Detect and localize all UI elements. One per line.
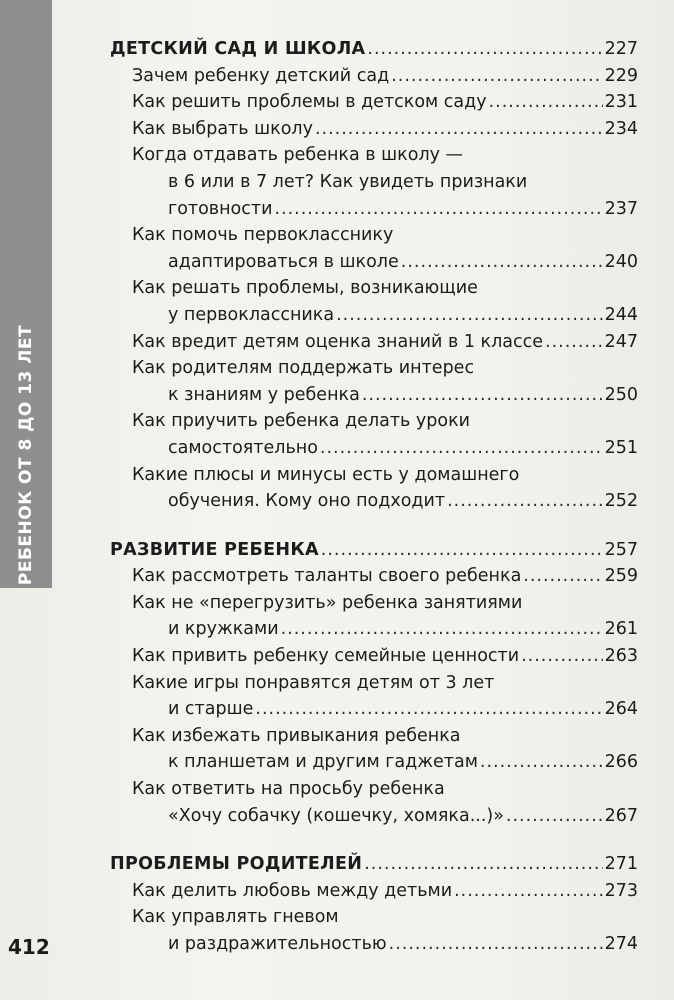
toc-entry-line [110, 563, 638, 590]
toc-entry-line [110, 462, 638, 489]
toc-entry[interactable] [110, 590, 638, 643]
entry-title-text: Как решить проблемы в детском саду [132, 92, 487, 113]
entry-page-number: 234 [604, 118, 638, 139]
entry-title-text: Как избежать привыкания ребенка [132, 725, 461, 746]
toc-section-heading[interactable] [110, 36, 638, 63]
dot-leader [315, 116, 603, 143]
toc-entry[interactable] [110, 408, 638, 461]
entry-title-text: Как управлять гневом [132, 907, 339, 928]
dot-leader [521, 643, 602, 670]
section-title: РАЗВИТИЕ РЕБЕНКА [110, 539, 319, 560]
section-title: ПРОБЛЕМЫ РОДИТЕЛЕЙ [110, 854, 363, 875]
toc-entry[interactable] [110, 723, 638, 776]
dot-leader [362, 382, 603, 409]
entry-title-text: Какие игры понравятся детям от 3 лет [132, 672, 495, 693]
entry-title-text: Как не «перегрузить» ребенка занятиями [132, 592, 523, 613]
toc-entry-line [110, 408, 638, 435]
toc-entry-line [110, 222, 638, 249]
chapter-side-tab [0, 0, 52, 588]
entry-title-text: Как рассмотреть таланты своего ребенка [132, 566, 522, 587]
toc-entry-line [110, 196, 638, 223]
dot-leader [401, 249, 603, 276]
entry-page-number: 263 [604, 646, 638, 667]
toc-entry-line [110, 696, 638, 723]
dot-leader [545, 329, 603, 356]
entry-title-text: у первоклассника [168, 304, 335, 325]
toc-entry[interactable] [110, 275, 638, 328]
entry-page-number: 250 [604, 384, 638, 405]
toc-entry-line [110, 249, 638, 276]
entry-title-text: готовности [168, 198, 273, 219]
dot-leader [454, 878, 603, 905]
entry-title-text: Какие плюсы и минусы есть у домашнего [132, 464, 520, 485]
toc-entry-line [110, 89, 638, 116]
toc-entry-line [110, 931, 638, 958]
toc-entry[interactable] [110, 563, 638, 590]
toc-entry[interactable] [110, 329, 638, 356]
dot-leader [336, 302, 603, 329]
dot-leader [255, 696, 602, 723]
entry-page-number: 252 [604, 491, 638, 512]
toc-entry-line [110, 275, 638, 302]
entry-page-number: 231 [604, 92, 638, 113]
toc-entry[interactable] [110, 89, 638, 116]
dot-leader [281, 616, 603, 643]
entry-title-text: Как родителям поддержать интерес [132, 358, 475, 379]
dot-leader [506, 803, 603, 830]
entry-page-number: 240 [604, 251, 638, 272]
entry-page-number: 259 [604, 566, 638, 587]
entry-title-text: Как приучить ребенка делать уроки [132, 411, 471, 432]
toc-entry-line [110, 643, 638, 670]
entry-page-number: 251 [604, 437, 638, 458]
entry-title-text: обучения. Кому оно подходит [168, 491, 446, 512]
dot-leader [489, 89, 603, 116]
entry-page-number: 264 [604, 699, 638, 720]
entry-title-text: к планшетам и другим гаджетам [168, 752, 478, 773]
toc-section-heading[interactable] [110, 537, 638, 564]
toc-entry[interactable] [110, 643, 638, 670]
toc-entry-line [110, 616, 638, 643]
toc-entry-line [110, 723, 638, 750]
section-page-number: 227 [604, 39, 638, 59]
toc-entry-line [110, 169, 638, 196]
dot-leader [389, 931, 603, 958]
toc-entry-line [110, 355, 638, 382]
entry-title-text: Как привить ребенку семейные ценности [132, 646, 520, 667]
entry-title-text: Как решать проблемы, возникающие [132, 278, 478, 299]
toc-entry[interactable] [110, 142, 638, 222]
entry-title-text: и кружками [168, 619, 279, 640]
dot-leader [391, 63, 602, 90]
entry-title-text: и раздражительностью [168, 934, 387, 954]
entry-title-text: к знаниям у ребенка [168, 384, 360, 405]
dot-leader [274, 196, 602, 223]
toc-entry[interactable] [110, 462, 638, 515]
entry-title-text: адаптироваться в школе [168, 251, 399, 272]
toc-entry[interactable] [110, 355, 638, 408]
entry-page-number: 237 [604, 198, 638, 219]
toc-entry-line [110, 803, 638, 830]
entry-title-text: Как выбрать школу [132, 118, 313, 139]
entry-page-number: 266 [604, 752, 638, 773]
entry-title-text: «Хочу собачку (кошечку, хомяка...)» [168, 805, 504, 826]
toc-entry[interactable] [110, 116, 638, 143]
toc-entry-line [110, 329, 638, 356]
toc-entry[interactable] [110, 904, 638, 957]
table-of-contents [110, 36, 638, 958]
toc-entry[interactable] [110, 63, 638, 90]
toc-entry-line [110, 435, 638, 462]
section-page-number: 271 [604, 854, 638, 875]
entry-page-number: 274 [604, 934, 638, 954]
entry-page-number: 267 [604, 805, 638, 826]
toc-entry-line [110, 749, 638, 776]
entry-title-text: самостоятельно [168, 437, 318, 458]
toc-entry-line [110, 878, 638, 905]
entry-title-text: Как помочь первокласснику [132, 225, 394, 246]
entry-title-text: в 6 или в 7 лет? Как увидеть признаки [168, 171, 528, 192]
section-page-number: 257 [604, 539, 638, 560]
toc-entry[interactable] [110, 670, 638, 723]
toc-entry-line [110, 116, 638, 143]
entry-page-number: 229 [604, 65, 638, 86]
toc-section-heading[interactable] [110, 851, 638, 878]
toc-entry-line [110, 590, 638, 617]
page-number: 412 [8, 935, 50, 959]
dot-leader [321, 537, 603, 564]
toc-entry-line [110, 302, 638, 329]
toc-entry-line [110, 670, 638, 697]
entry-title-text: Когда отдавать ребенка в школу — [132, 145, 464, 166]
entry-title-text: Как вредит детям оценка знаний в 1 классе [132, 331, 544, 352]
toc-entry-line [110, 904, 638, 931]
dot-leader [367, 36, 602, 63]
entry-title-text: Как ответить на просьбу ребенка [132, 779, 445, 800]
dot-leader [480, 749, 603, 776]
toc-entry-line [110, 776, 638, 803]
entry-title-text: Зачем ребенку детский сад [132, 65, 390, 86]
dot-leader [320, 435, 603, 462]
dot-leader [364, 851, 602, 878]
toc-entry-line [110, 488, 638, 515]
entry-page-number: 244 [604, 304, 638, 325]
dot-leader [447, 488, 603, 515]
section-spacer [110, 515, 638, 537]
toc-entry[interactable] [110, 776, 638, 829]
section-title: ДЕТСКИЙ САД И ШКОЛА [110, 39, 366, 59]
toc-entry-line [110, 142, 638, 169]
entry-title-text: Как делить любовь между детьми [132, 880, 453, 901]
toc-entry[interactable] [110, 222, 638, 275]
entry-page-number: 247 [604, 331, 638, 352]
entry-page-number: 261 [604, 619, 638, 640]
toc-entry-line [110, 63, 638, 90]
section-spacer [110, 829, 638, 851]
toc-entry-line [110, 382, 638, 409]
entry-page-number: 273 [604, 880, 638, 901]
side-tab-label: РЕБЕНОК ОТ 8 ДО 13 ЛЕТ [16, 324, 36, 586]
entry-title-text: и старше [168, 699, 254, 720]
toc-entry[interactable] [110, 878, 638, 905]
dot-leader [523, 563, 602, 590]
